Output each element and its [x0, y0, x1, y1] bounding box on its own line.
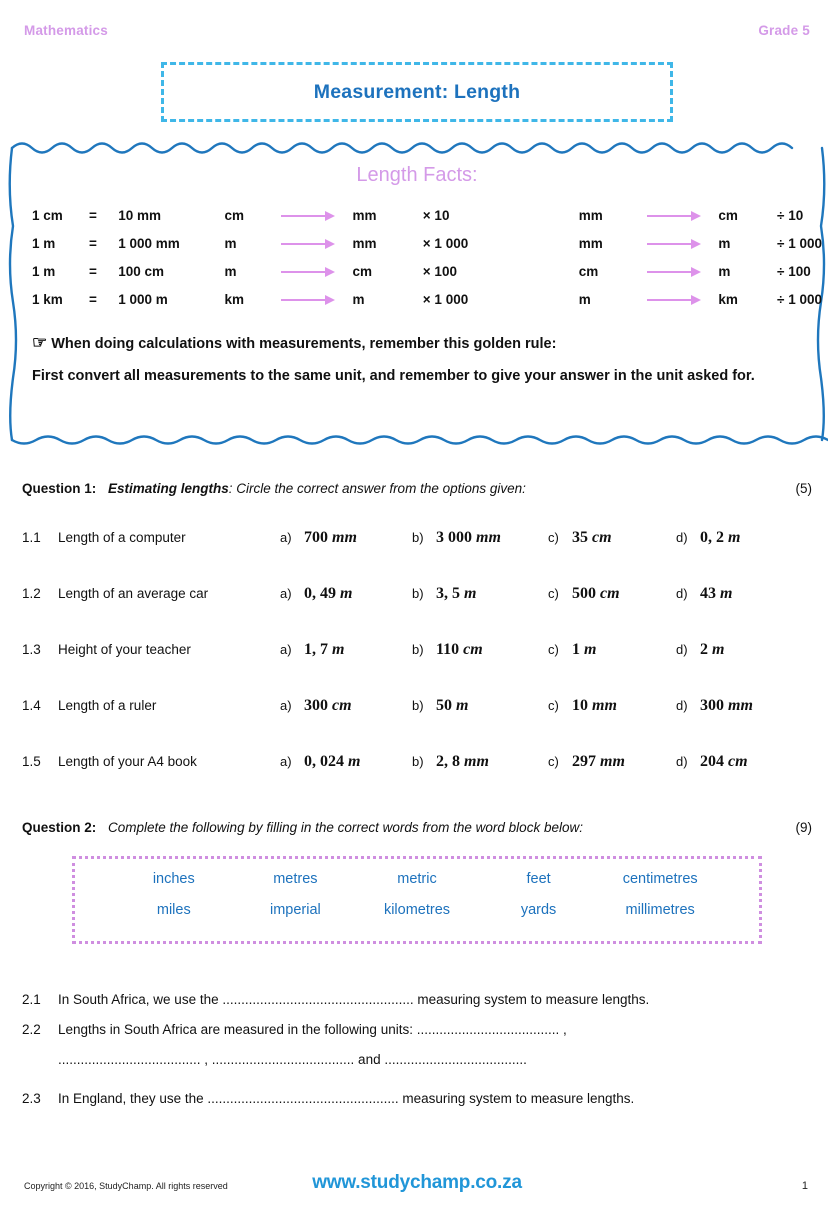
- option-d[interactable]: [676, 697, 796, 715]
- question-item-2-2: [22, 1016, 812, 1043]
- fact-equation-left: 1 cm: [32, 207, 63, 223]
- page-number: 1: [801, 1180, 808, 1192]
- option-d-value: 0, 2 m: [700, 529, 741, 546]
- question-2-marks: (9): [795, 820, 812, 835]
- option-b-value: 50 m: [436, 697, 469, 714]
- option-a-letter: a): [280, 642, 292, 657]
- fact-to-unit-1: mm: [352, 235, 377, 251]
- item-number: 1.2: [22, 586, 41, 601]
- option-a[interactable]: [280, 697, 412, 715]
- fact-from-unit-1: cm: [224, 207, 245, 223]
- fact-to-unit-1: m: [352, 291, 365, 307]
- fact-operation-2: ÷ 1 000: [777, 291, 822, 307]
- fact-operation-1: × 100: [422, 263, 457, 279]
- option-a[interactable]: [280, 753, 412, 771]
- option-c[interactable]: [548, 529, 676, 547]
- option-b-letter: b): [412, 530, 424, 545]
- golden-rule-intro: When doing calculations with measurements, remember this golden rule:: [51, 336, 557, 352]
- option-b-letter: b): [412, 698, 424, 713]
- question-1-label: Question 1:: [22, 481, 97, 496]
- word-block-item[interactable]: millimetres: [625, 902, 695, 918]
- option-d[interactable]: [676, 529, 796, 547]
- option-a-unit: m: [348, 753, 361, 770]
- option-b-unit: m: [456, 697, 469, 714]
- word-block-item[interactable]: metric: [397, 871, 437, 887]
- item-number: 1.1: [22, 530, 41, 545]
- item-number: 2.1: [22, 992, 41, 1007]
- fact-operation-2: ÷ 100: [777, 263, 811, 279]
- golden-rule-block: [32, 327, 814, 392]
- item-text: Height of your teacher: [58, 642, 191, 657]
- word-block: [72, 856, 762, 944]
- option-c[interactable]: [548, 585, 676, 603]
- option-b[interactable]: [412, 641, 548, 659]
- option-d-letter: d): [676, 530, 688, 545]
- option-c[interactable]: [548, 697, 676, 715]
- conversion-facts-table: [32, 201, 822, 313]
- question-2-label: Question 2:: [22, 820, 97, 835]
- fact-operation-1: × 1 000: [422, 235, 469, 251]
- fact-from-unit-2: mm: [578, 235, 603, 251]
- fact-to-unit-1: mm: [352, 207, 377, 223]
- option-a-letter: a): [280, 530, 292, 545]
- word-block-row-2: [75, 902, 759, 933]
- option-c[interactable]: [548, 641, 676, 659]
- item-number: 1.5: [22, 754, 41, 769]
- option-a[interactable]: [280, 641, 412, 659]
- option-d-value: 204 cm: [700, 753, 748, 770]
- item-number: 1.4: [22, 698, 41, 713]
- option-c-value: 35 cm: [572, 529, 612, 546]
- fill-blank-text[interactable]: In England, they use the ................................................... measuring system to measure lengths.: [58, 1091, 635, 1106]
- option-c-letter: c): [548, 698, 559, 713]
- option-d-letter: d): [676, 642, 688, 657]
- option-c-unit: mm: [600, 753, 625, 770]
- fact-to-unit-2: m: [718, 263, 731, 279]
- option-b[interactable]: [412, 529, 548, 547]
- fact-equation-left: 1 m: [32, 235, 56, 251]
- question-2-heading: [22, 820, 812, 835]
- question-1-instruction-rest: : Circle the correct answer from the options given:: [228, 481, 526, 496]
- question-1-instruction-bold: Estimating lengths: [108, 481, 229, 496]
- option-a-unit: cm: [332, 697, 352, 714]
- question-1-instruction: [108, 481, 796, 496]
- item-number: 1.3: [22, 642, 41, 657]
- question-item-2-1: [22, 986, 812, 1013]
- copyright-notice: Copyright © 2016, StudyChamp. All rights reserved: [24, 1181, 228, 1191]
- fact-operation-2: ÷ 1 000: [777, 235, 822, 251]
- page-title: Measurement: Length: [313, 80, 521, 103]
- subject-label: Mathematics: [24, 22, 108, 38]
- fact-equation-right: 100 cm: [118, 263, 165, 279]
- option-c-value: 297 mm: [572, 753, 625, 770]
- question-item-1-3: [22, 641, 812, 663]
- right-arrow-icon: [281, 257, 352, 285]
- question-item-1-5: [22, 753, 812, 775]
- fill-blank-text[interactable]: Lengths in South Africa are measured in the following units: ...................................... ,: [58, 1022, 567, 1037]
- option-a-letter: a): [280, 698, 292, 713]
- option-c-letter: c): [548, 754, 559, 769]
- fact-equation-right: 1 000 mm: [118, 235, 180, 251]
- option-b-value: 110 cm: [436, 641, 483, 658]
- word-block-item[interactable]: miles: [156, 902, 191, 918]
- option-b-unit: mm: [476, 529, 501, 546]
- fact-from-unit-2: cm: [578, 263, 599, 279]
- option-b[interactable]: [412, 697, 548, 715]
- fact-from-unit-2: m: [578, 291, 591, 307]
- table-row: [32, 201, 822, 229]
- option-a-value: 0, 49 m: [304, 585, 353, 602]
- word-block-row-1: [75, 871, 759, 902]
- table-row: [32, 257, 822, 285]
- right-arrow-icon: [281, 201, 352, 229]
- golden-rule-line-2: First convert all measurements to the same unit, and remember to give your answer in the unit asked for.: [32, 368, 755, 384]
- page-header: [0, 19, 834, 41]
- length-facts-box: [6, 136, 828, 452]
- option-c-value: 500 cm: [572, 585, 620, 602]
- table-row: [32, 285, 822, 313]
- word-block-item[interactable]: centimetres: [622, 871, 698, 887]
- item-number: 2.3: [22, 1091, 41, 1106]
- option-a-unit: m: [340, 585, 353, 602]
- item-number: 2.2: [22, 1022, 41, 1037]
- option-b-unit: m: [464, 585, 477, 602]
- option-a-letter: a): [280, 754, 292, 769]
- fact-to-unit-1: cm: [352, 263, 373, 279]
- option-a-value: 700 mm: [304, 529, 357, 546]
- option-b-unit: mm: [464, 753, 489, 770]
- option-b-value: 2, 8 mm: [436, 753, 489, 770]
- fact-from-unit-2: mm: [578, 207, 603, 223]
- fact-equals-sign: =: [89, 291, 97, 307]
- option-b-unit: cm: [463, 641, 483, 658]
- table-row: [32, 229, 822, 257]
- option-d-letter: d): [676, 754, 688, 769]
- option-d-value: 43 m: [700, 585, 733, 602]
- grade-label: Grade 5: [758, 22, 810, 38]
- option-a-unit: mm: [332, 529, 357, 546]
- option-d-value: 300 mm: [700, 697, 753, 714]
- word-block-item[interactable]: imperial: [270, 902, 321, 918]
- option-b-value: 3, 5 m: [436, 585, 477, 602]
- right-arrow-icon: [281, 229, 352, 257]
- option-d-unit: m: [712, 641, 725, 658]
- option-c-value: 10 mm: [572, 697, 617, 714]
- question-item-1-2: [22, 585, 812, 607]
- option-c[interactable]: [548, 753, 676, 771]
- option-c-value: 1 m: [572, 641, 597, 658]
- item-text: Length of a ruler: [58, 698, 157, 713]
- question-item-1-1: [22, 529, 812, 551]
- option-d[interactable]: [676, 585, 796, 603]
- fact-equation-left: 1 km: [32, 291, 63, 307]
- word-block-item[interactable]: feet: [526, 871, 551, 887]
- fact-operation-1: × 1 000: [422, 291, 469, 307]
- golden-rule-line-1: [32, 327, 814, 360]
- option-d-unit: m: [728, 529, 741, 546]
- fact-equation-right: 1 000 m: [118, 291, 168, 307]
- option-c-letter: c): [548, 642, 559, 657]
- fact-from-unit-1: m: [224, 263, 237, 279]
- word-block-item[interactable]: kilometres: [383, 902, 451, 918]
- pointing-hand-icon: ☞: [32, 333, 48, 352]
- right-arrow-icon: [647, 285, 718, 313]
- fact-to-unit-2: cm: [718, 207, 738, 223]
- fact-operation-2: ÷ 10: [777, 207, 804, 223]
- option-d-unit: m: [720, 585, 733, 602]
- option-a-value: 0, 024 m: [304, 753, 361, 770]
- facts-heading: Length Facts:: [356, 164, 478, 186]
- word-block-item[interactable]: metres: [273, 871, 318, 887]
- option-d[interactable]: [676, 753, 796, 771]
- option-c-letter: c): [548, 586, 559, 601]
- fact-to-unit-2: m: [718, 235, 731, 251]
- question-2-instruction: Complete the following by filling in the correct words from the word block below:: [108, 820, 583, 835]
- fact-equals-sign: =: [89, 235, 97, 251]
- right-arrow-icon: [647, 257, 718, 285]
- option-a-value: 1, 7 m: [304, 641, 345, 658]
- question-1-heading: [22, 481, 812, 496]
- option-c-unit: cm: [600, 585, 620, 602]
- option-a[interactable]: [280, 529, 412, 547]
- option-d-letter: d): [676, 698, 688, 713]
- fact-equals-sign: =: [89, 207, 97, 223]
- item-text: Length of an average car: [58, 586, 209, 601]
- fact-operation-1: × 10: [422, 207, 450, 223]
- fact-from-unit-1: km: [224, 291, 245, 307]
- website-url[interactable]: www.studychamp.co.za: [312, 1172, 522, 1193]
- option-b-letter: b): [412, 586, 424, 601]
- option-b-value: 3 000 mm: [436, 529, 501, 546]
- right-arrow-icon: [647, 229, 718, 257]
- fact-from-unit-1: m: [224, 235, 237, 251]
- option-c-unit: m: [584, 641, 597, 658]
- fact-equation-right: 10 mm: [118, 207, 161, 223]
- option-b-letter: b): [412, 754, 424, 769]
- option-a[interactable]: [280, 585, 412, 603]
- option-d[interactable]: [676, 641, 796, 659]
- fact-equals-sign: =: [89, 263, 97, 279]
- question-1-marks: (5): [795, 481, 812, 496]
- option-b[interactable]: [412, 753, 548, 771]
- word-block-item[interactable]: yards: [520, 902, 557, 918]
- option-d-unit: mm: [728, 697, 753, 714]
- option-d-value: 2 m: [700, 641, 725, 658]
- right-arrow-icon: [281, 285, 352, 313]
- option-c-unit: mm: [592, 697, 617, 714]
- fill-blank-text[interactable]: In South Africa, we use the ................................................... measuring system to measure lengths.: [58, 992, 650, 1007]
- question-item-2-3: [22, 1085, 812, 1112]
- option-a-unit: m: [332, 641, 345, 658]
- option-d-letter: d): [676, 586, 688, 601]
- question-item-2-2-continuation[interactable]: ...................................... , ...................................... and ......................................: [58, 1052, 527, 1067]
- fact-equation-left: 1 m: [32, 263, 56, 279]
- option-c-unit: cm: [592, 529, 612, 546]
- option-b-letter: b): [412, 642, 424, 657]
- word-block-item[interactable]: inches: [152, 871, 195, 887]
- option-d-unit: cm: [728, 753, 748, 770]
- option-a-letter: a): [280, 586, 292, 601]
- item-text: Length of your A4 book: [58, 754, 197, 769]
- question-item-1-4: [22, 697, 812, 719]
- right-arrow-icon: [647, 201, 718, 229]
- option-b[interactable]: [412, 585, 548, 603]
- item-text: Length of a computer: [58, 530, 186, 545]
- option-c-letter: c): [548, 530, 559, 545]
- worksheet-title-box: [161, 62, 673, 122]
- option-a-value: 300 cm: [304, 697, 352, 714]
- fact-to-unit-2: km: [718, 291, 738, 307]
